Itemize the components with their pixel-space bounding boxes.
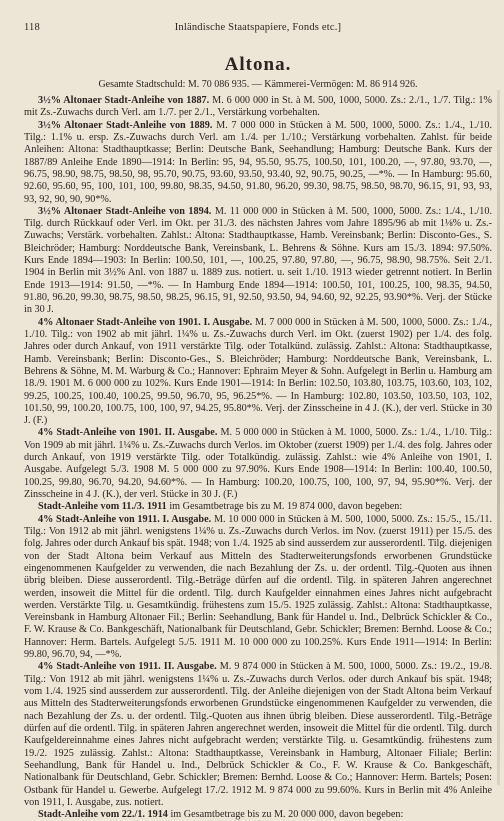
section-title: Altona. [224, 54, 292, 75]
entry-heading: 4% Stadt-Anleihe von 1911. II. Ausgabe. [38, 661, 217, 673]
entry [24, 661, 492, 809]
entry [24, 809, 492, 821]
entry-text: M. 6 000 000 in St. à M. 500, 1000, 5000. Zs.: 2./1., 1./7. Tilg.: 1% mit Zs.-Zuwachs durch Verl. am 1./7. per 2./1., Verstärkung vorbehalten. [24, 95, 492, 119]
entry-text: M. 11 000 000 in Stücken à M. 500, 1000, 5000. Zs.: 1./4., 1./10. Tilg. durch Rückkauf oder Verl. im Okt. per 31./3. des nächsten Jahres vom Jahre 1895/96 ab mit 1⅛% u. Zs.-Zuwachs; Verstärk. vorbehalten. Zahlst.: Altona: Stadthauptkasse, Hamb. Vereinsbank; Berlin: Disconto-Ges., S. Bleichröder; Hamburg: Norddeutsche Bank, Vereinsbank, L. Behrens & Söhne. Kurs am 15./3. 1894: 97.50%. Kurs Ende 1894—1903: In Berlin: 100.50, 101, —, 100.25, 97.80, 97.80, —, 96.75, 98.90, 98.75%. Seit 2./1. 1904 in Berlin mit 3½% Anl. von 1887 u. 1889 zus. notiert. u. seit 1./10. 1913 wieder getrennt notiert. In Berlin Ende 1913—1914: 91.50, —*%. — In Hamburg Ende 1894—1914: 100.50, 101, 100.25, 100, 98.35, 94.50, 91.80, 96.20, 99.30, 98.75, 98.50, 98.25, 96.15, 91, 92.50, 93.50, 94, 94.60, 92, 92.25, 93.90*%. Verj. der Stücke in 30 J. [24, 205, 492, 316]
entry-heading: 3½% Altonaer Stadt-Anleihe von 1894. [38, 205, 212, 217]
entry-text: M. 7 000 000 in Stücken à M. 500, 1000, 5000. Zs.: 1./4., 1./10. Tilg.: 1.1% u. ersp. Zs.-Zuwachs durch Verl. am 1./4. per 1./10.; Verstärkung vorbehalten. Zahlst. für beide Anleihen: Altona: Stadthauptkasse; Berlin: Deutsche Bank, Seehandlung; Hamburg: Deutsche Bank. Kurs der 1887/89 Anleihe Ende 1890—1914: In Berlin: 95, 94, 95.50, 95.75, 100.50, 101, 100.20, —, 97.80, 93.70, —, 96.75, 98.90, 98.75, 98.50, 98, 95.70, 90.75, 93.60, 93.50, 93.40, 92, 90.75, 90.25, —*%. — In Hamburg: 95.60, 92.60, 95.60, 95, 100, 101, 100, 99.80, 98.35, 94.50, 91.80, 96.20, 99.30, 98.75, 98.50, 98.70, 96.15, 91, 93, 93, 93, 92, 90, 90, 90*%. [24, 119, 493, 205]
page-number: 118 [24, 22, 40, 33]
entry-heading: 3½% Altonaer Stadt-Anleihe von 1889. [38, 119, 213, 131]
running-title: Inländische Staatspapiere, Fonds etc.] [174, 22, 342, 33]
page-header [24, 22, 492, 36]
entry-text: im Gesamtbetrage bis zu M. 19 874 000, davon begeben: [169, 501, 403, 513]
entry-text: M. 7 000 000 in Stücken à M. 500, 1000, 5000. Zs.: 1./4., 1./10. Tilg.: von 1902 ab mit jährl. 1¼% u. Zs.-Zuwachs durch Verl. im Okt. (zuerst 1902) per 1./4. des folg. Jahres oder durch Ankauf, von 1911 verstärkte Tilg. oder Totalkünd. zulässig. Zahlst.: Altona: Stadthauptkasse, Hamb. Vereinsbank; Berlin: Disconto-Ges., S. Bleichröder; Hamburg: Norddeutsche Bank, Vereinsbank, L. Behrens & Söhne, M. M. Warburg & Co.; Hannover: Ephraim Meyer & Sohn. Aufgelegt in Berlin u. Hamburg am 18./9. 1901 M. 6 000 000 zu 102%. Kurs Ende 1901—1914: In Berlin: 102.50, 103.80, 103.75, 103.60, 103, 102, 99.25, 100.25, 100.40, 100.25, 99.50, 96.70, 95, 96.25*%. — In Hamburg: 102.80, 103.50, 103.50, 103, 102, 101.50, 99, 100.20, 100.75, 100, 100, 97, 94.25, 95.80*%. Verj. der Zinsscheine in 4 J. (K.), der verl. Stücke in 30 J. (F.) [24, 316, 493, 427]
entry-heading: 4% Stadt-Anleihe von 1911. I. Ausgabe. [38, 513, 212, 525]
entry [24, 206, 492, 317]
entry-text: M. 5 000 000 in Stücken à M. 1000, 5000. Zs.: 1./4., 1./10. Tilg.: Von 1909 ab mit jährl. 1¼% u. Zs.-Zuwachs durch Verlos. im Oktober (zuerst 1909) per 1./4. des folg. Jahres oder durch Ankauf, von 1919 verstärkte Tilg. oder Totalkündig. zulässig. Zahlst.: wie 4% Anleihe von 1901, I. Ausgabe. Aufgelegt 5./3. 1908 M. 5 000 000 zu 97.90%. Kurs Ende 1908—1914: In Berlin: 100.40, 100.50, 100.25, 99.80, 96.70, 94.20, 94.60*%. — In Hamburg: 100.20, 100.75, 100, 100, 97, 94, 95.90*%. Verj. der Zinsscheine in 4 J. (K.), der verl. Stücke in 30 J. (F.) [24, 427, 493, 500]
entry [24, 120, 492, 206]
entry-heading: 4% Altonaer Stadt-Anleihe von 1901. I. Ausgabe. [38, 316, 253, 328]
entries-body [24, 95, 492, 821]
entry-text: im Gesamtbetrage bis zu M. 20 000 000, davon begeben: [170, 809, 404, 821]
entry-text: M. 9 874 000 in Stücken à M. 500, 1000, 5000. Zs.: 19./2., 19./8. Tilg.: Von 1912 ab mit jährl. wenigstens 1¼% u. Zs.-Zuwachs durch Verlos. oder durch Ankauf bis spät. 1948; vom 1./4. 1925 sind ausserdem zur ausserordentl. Tilg. der Anleihe diejenigen von der Stadt Altona beim Verkauf aus Mitteln des Stadterweiterungsfonds erworbenen Grundstücke eingenommenen Kaufgelder zu verwenden, die nach Bezahlung der Zs. u. der ordentl. Tilg.-Quoten aus ihnen übrig bleiben. Diese ausserordentl. Tilg.-Beträge dürfen auf die ordentl. Tilg. in späteren Jahren angerechnet werden, insoweit die Mittel für die ordentl. Tilg. durch Kaufgeldereinnahme eines Jahres nicht aufgebracht werden; verstärkte Tilg. u. Gesamtkündig. frühestens zum 19./2. 1925 zulässig. Zahlst.: Altona: Stadthauptkasse, Vereinsbank in Hamburg, Altonaer Filiale; Berlin: Seehandlung, Bank für Handel u. Ind., Delbrück Schickler & Co., F. W. Krause & Co. Bankgeschäft, Nationalbank für Deutschland, Gebr. Schickler; Bremen: Bernhd. Loose & Co.; Hannover: Herm. Bartels; Posen: Ostbank für Handel u. Gewerbe. Aufgelegt 17./2. 1912 M. 9 874 000 zu 99.60%. Kurs in Berlin mit 4% Anleihe von 1911, I. Ausgabe, zus. notiert. [24, 661, 493, 808]
entry [24, 427, 492, 501]
entry [24, 514, 492, 662]
entry-heading: 4% Stadt-Anleihe von 1901. II. Ausgabe. [38, 427, 218, 439]
debt-summary: Gesamte Stadtschuld: M. 70 086 935. — Kämmerei-Vermögen: M. 86 914 926. [98, 79, 418, 90]
page-edge-shadow [497, 90, 500, 785]
entry [24, 95, 492, 120]
entry [24, 317, 492, 428]
entry-heading: Stadt-Anleihe vom 22./1. 1914 [38, 809, 168, 821]
entry-heading: 3½% Altonaer Stadt-Anleihe von 1887. [38, 95, 210, 106]
entry-text: M. 10 000 000 in Stücken à M. 500, 1000, 5000. Zs.: 15./5., 15./11. Tilg.: Von 1912 ab mit jährl. wenigstens 1¼% u. Zs.-Zuwachs durch Verlos. im Nov. (zuerst 1911) per 15./5. des folg. Jahres oder durch Ankauf bis spät. 1948; von 1./4. 1925 ab sind ausserdem zur ausserordentl. Tilg. diejenigen von der Stadt Altona beim Verkauf aus Mitteln des Stadterweiterungsfonds erworbenen Grundstücke eingenommenen Kaufgelder zu verwenden, die nach Bezahlung der Zs. u. der ordentl. Tilg.-Quoten aus ihnen übrig bleiben. Diese ausserordentl. Tilg.-Beträge dürfen auf die ordentl. Tilg. in späteren Jahren angerechnet werden, insoweit die Mittel für die ordentl. Tilg. durch Kaufgelder einnahmen eines Jahres nicht aufgebracht werden. Verstärkte Tilg. u. Gesamtkündig. frühestens zum 15./5. 1925 zulässig. Zahlst.: Altona: Stadthauptkasse, Vereinsbank in Hamburg Altonaer Fil.; Berlin: Seehandlung, Bank für Handel u. Ind., Delbrück Schickler & Co., F. W. Krause & Co. Bankgeschäft, Nationalbank für Deutschland, Gebr. Schickler; Bremen: Bernhd. Loose & Co.; Hannover: Herm. Bartels. Aufgelegt 5./5. 1911 M. 10 000 000 zu 100.25%. Kurs Ende 1911—1914: In Berlin: 99.80, 96.70, 94, —*%. [24, 513, 492, 661]
entry-heading: Stadt-Anleihe vom 11./3. 1911 [38, 501, 167, 513]
entry [24, 501, 492, 513]
